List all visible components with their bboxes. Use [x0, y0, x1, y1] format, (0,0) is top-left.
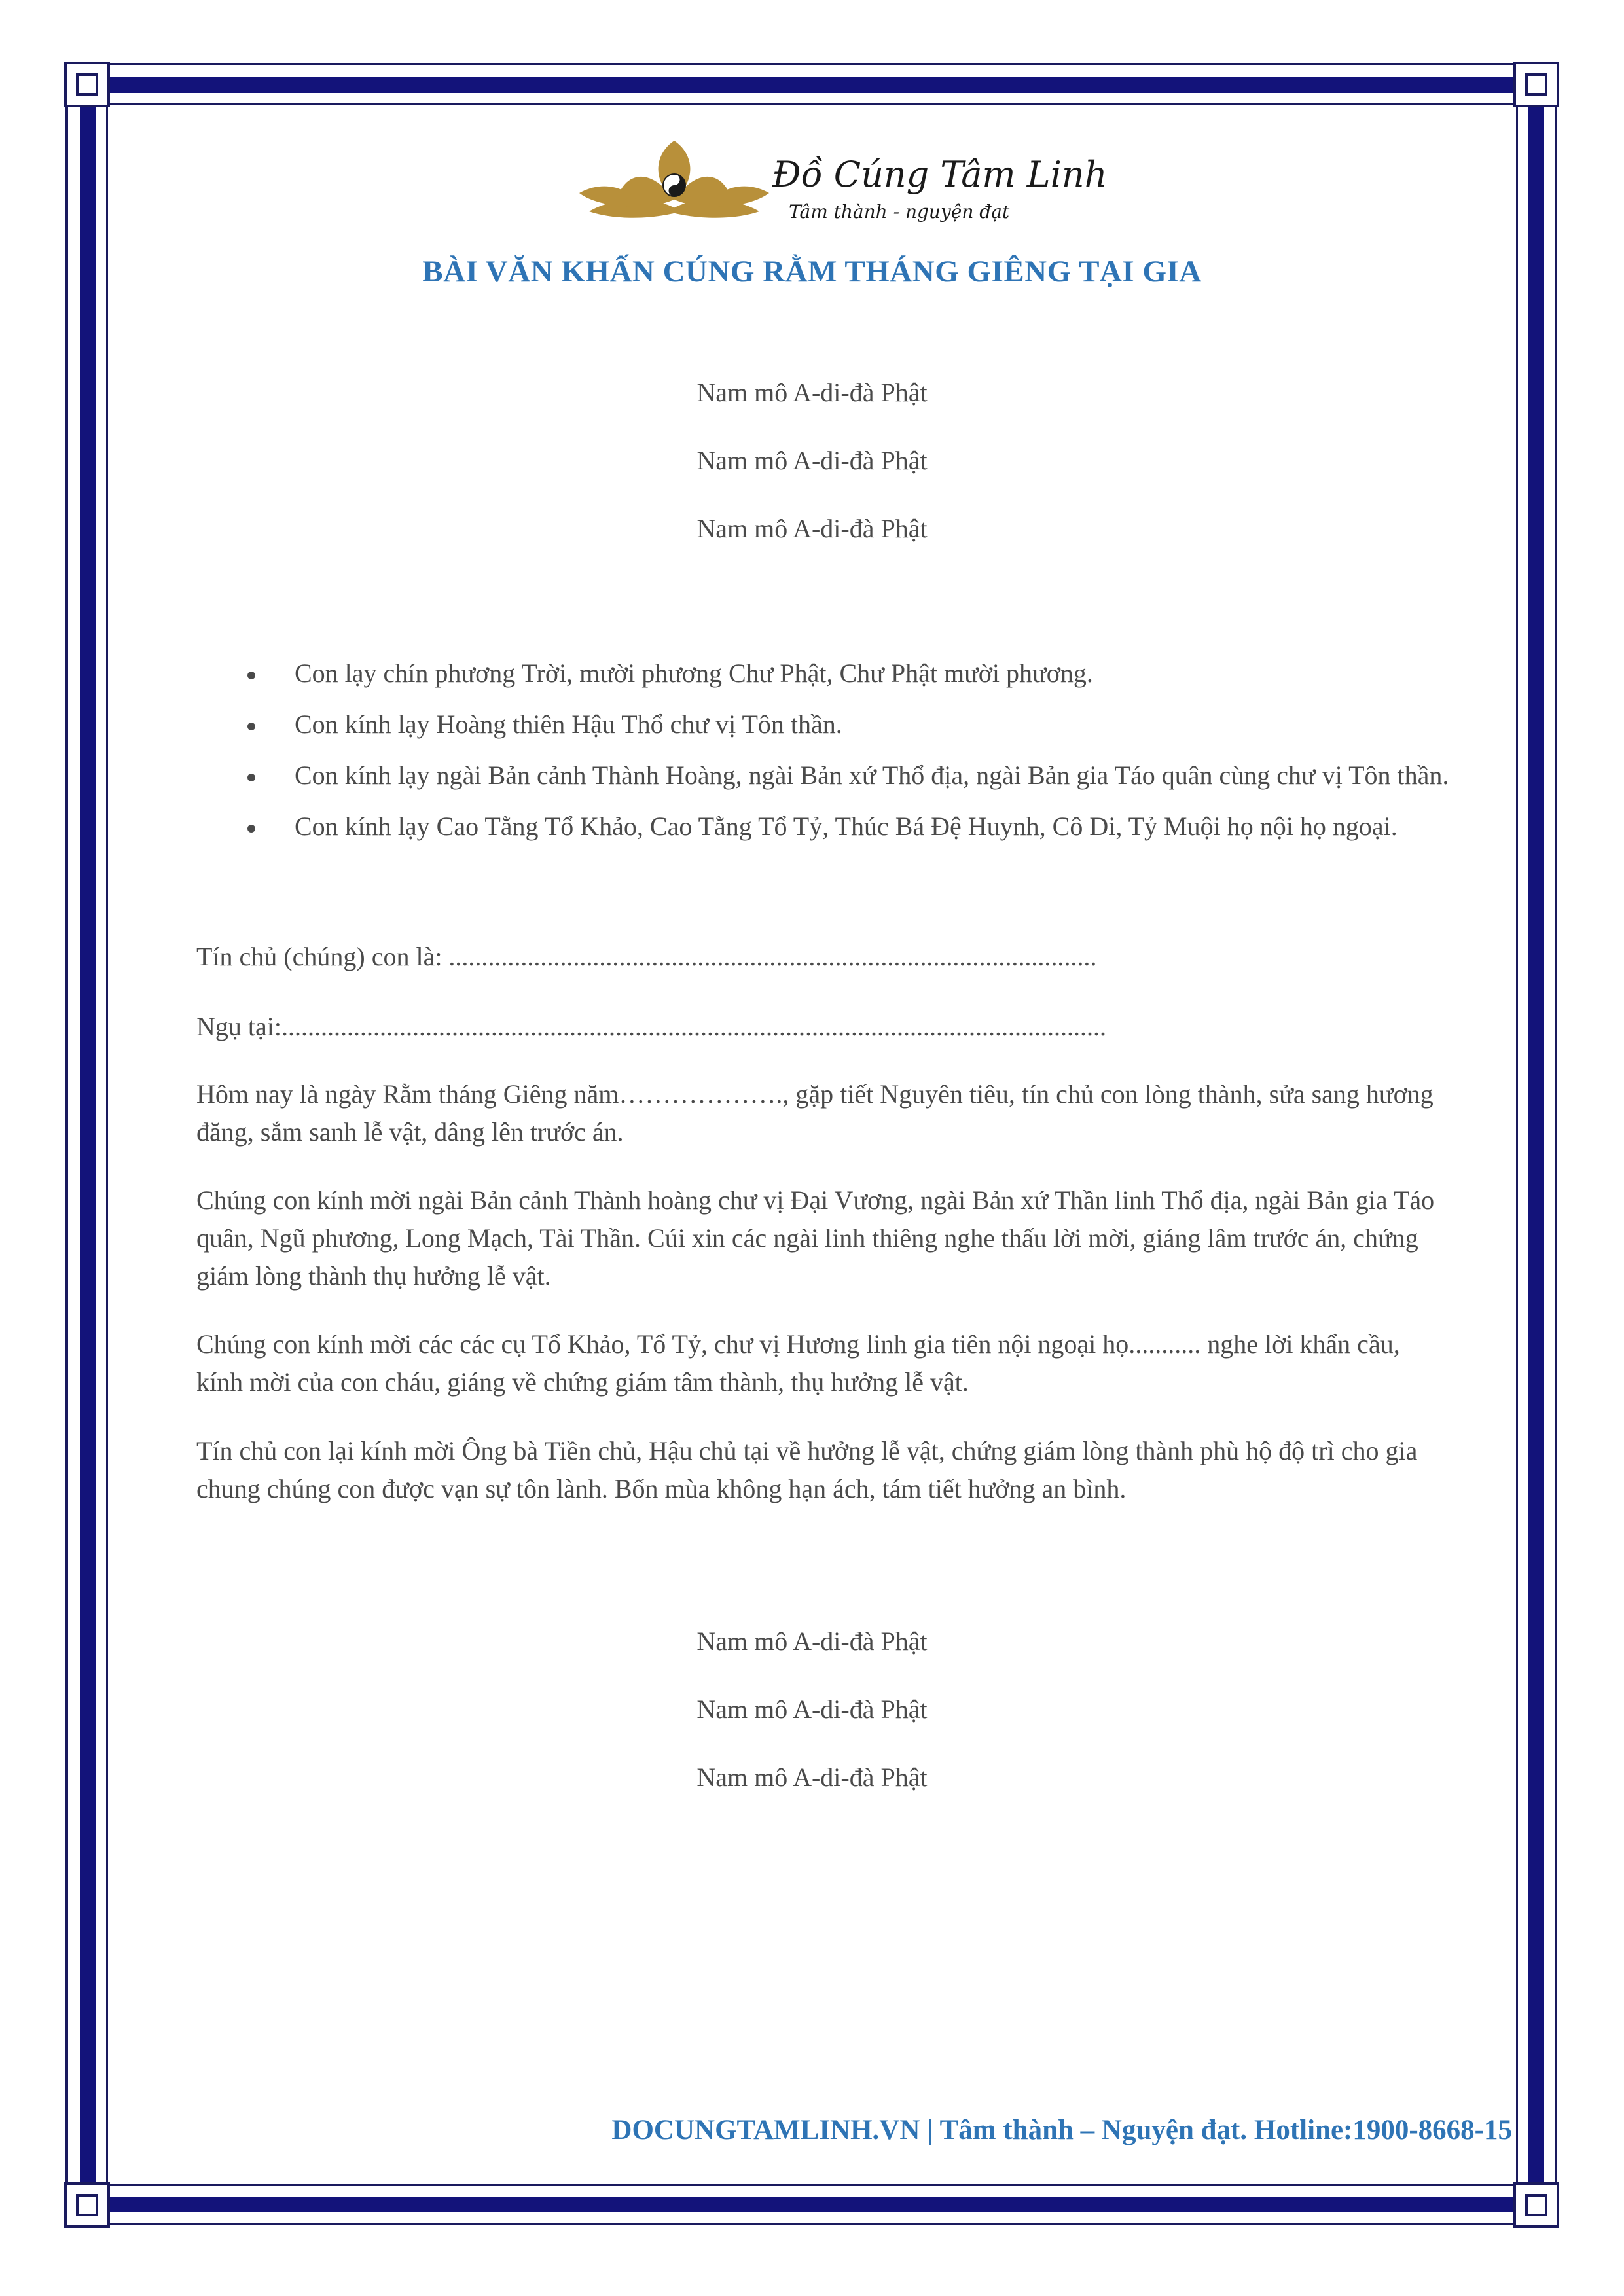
- paragraph: Hôm nay là ngày Rằm tháng Giêng năm………………., gặp tiết Nguyên tiêu, tín chủ con lòng thành, sửa sang hương đăng, sắm sanh lễ vật, dâng lên trước án.: [196, 1079, 1434, 1147]
- border-corner-ornament: [64, 2182, 110, 2228]
- border-corner-ornament: [1513, 62, 1559, 107]
- opening-chant: [0, 373, 1624, 577]
- footer-hotline: DOCUNGTAMLINH.VN | Tâm thành – Nguyện đạt. Hotline:1900-8668-15: [611, 2115, 1512, 2145]
- chant-line: Nam mô A-di-đà Phật: [696, 1626, 928, 1656]
- svg-text:Tâm thành - nguyện đạt: Tâm thành - nguyện đạt: [789, 201, 1010, 223]
- ngu-tai-field: Ngụ tại:..............................................................................................................................: [196, 1012, 1106, 1041]
- svg-text:Đồ Cúng Tâm Linh: Đồ Cúng Tâm Linh: [772, 154, 1108, 195]
- paragraph: Tín chủ con lại kính mời Ông bà Tiền chủ, Hậu chủ tại về hưởng lễ vật, chứng giám lòng thành phù hộ độ trì cho gia chung chúng con được vạn sự tôn lành. Bốn mùa không hạn ách, tám tiết hưởng an bình.: [196, 1436, 1418, 1503]
- border-corner-ornament: [64, 62, 110, 107]
- chant-line: Nam mô A-di-đà Phật: [696, 1695, 928, 1724]
- chant-line: Nam mô A-di-đà Phật: [696, 446, 928, 475]
- paragraph: Chúng con kính mời các các cụ Tổ Khảo, Tổ Tỷ, chư vị Hương linh gia tiên nội ngoại họ........... nghe lời khẩn cầu, kính mời của con cháu, giáng về chứng giám tâm thành, thụ hưởng lễ vật.: [196, 1329, 1400, 1397]
- chant-line: Nam mô A-di-đà Phật: [696, 514, 928, 543]
- document-title: BÀI VĂN KHẤN CÚNG RẰM THÁNG GIÊNG TẠI GIA: [422, 255, 1202, 289]
- tin-chu-field: Tín chủ (chúng) con là: ...................................................................................................: [196, 942, 1097, 971]
- lotus-logo-icon: [576, 134, 1108, 232]
- chant-line: Nam mô A-di-đà Phật: [696, 1763, 928, 1792]
- closing-chant: [0, 1622, 1624, 1826]
- invocation-list: [242, 655, 1453, 859]
- list-item: Con kính lạy Hoàng thiên Hậu Thổ chư vị Tôn thần.: [242, 706, 1453, 744]
- list-item: Con lạy chín phương Trời, mười phương Chư Phật, Chư Phật mười phương.: [242, 655, 1453, 692]
- border-corner-ornament: [1513, 2182, 1559, 2228]
- chant-line: Nam mô A-di-đà Phật: [696, 378, 928, 407]
- paragraph: Chúng con kính mời ngài Bản cảnh Thành hoàng chư vị Đại Vương, ngài Bản xứ Thần linh Thổ địa, ngài Bản gia Táo quân, Ngũ phương, Long Mạch, Tài Thần. Cúi xin các ngài linh thiêng nghe thấu lời mời, giáng lâm trước án, chứng giám lòng thành thụ hưởng lễ vật.: [196, 1185, 1435, 1291]
- list-item: Con kính lạy Cao Tằng Tổ Khảo, Cao Tằng Tổ Tỷ, Thúc Bá Đệ Huynh, Cô Di, Tỷ Muội họ nội họ ngoại.: [242, 808, 1453, 846]
- list-item: Con kính lạy ngài Bản cảnh Thành Hoàng, ngài Bản xứ Thổ địa, ngài Bản gia Táo quân cùng chư vị Tôn thần.: [242, 757, 1453, 795]
- brand-logo: [576, 134, 1108, 232]
